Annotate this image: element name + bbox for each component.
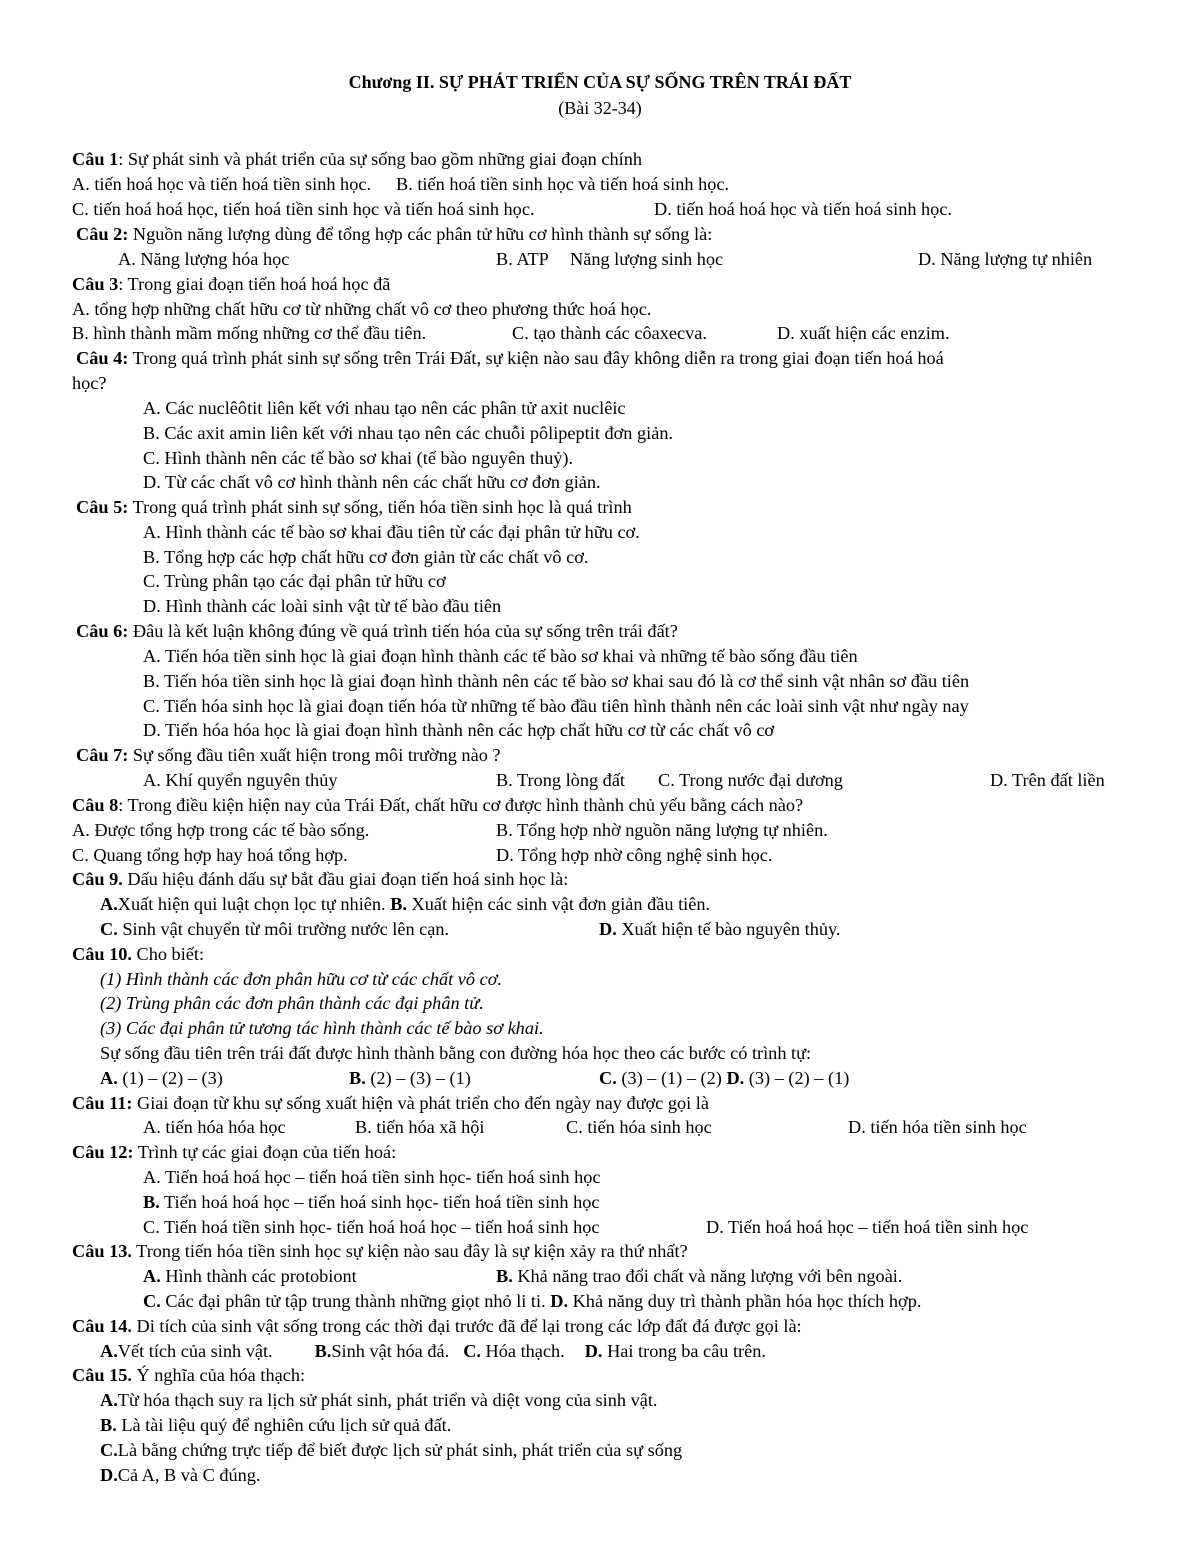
question-2-option-b: B. ATP <box>496 249 549 269</box>
question-5-stem <box>76 495 632 519</box>
question-8-option-d: D. Tổng hợp nhờ công nghệ sinh học. <box>496 845 773 865</box>
option-label: B. <box>496 1266 513 1286</box>
question-14-option-b: Sinh vật hóa đá. <box>331 1341 450 1361</box>
question-15-option-d-line <box>100 1463 260 1487</box>
question-label: Câu 9. <box>72 869 123 889</box>
question-3-option-b: B. hình thành mầm mống những cơ thể đầu tiên. <box>72 323 427 343</box>
option-label: A. <box>100 894 118 914</box>
question-14-option-a: Vết tích của sinh vật. <box>117 1341 273 1361</box>
question-12-option-a: A. Tiến hoá hoá học – tiến hoá tiền sinh học- tiến hoá sinh học <box>143 1167 601 1187</box>
question-text: Trong quá trình phát sinh sự sống trên Trái Đất, sự kiện nào sau đây không diễn ra trong giai đoạn tiến hoá hoá <box>128 348 944 368</box>
question-10-stem <box>72 942 204 966</box>
question-15-option-c: Là bằng chứng trực tiếp để biết được lịch sử phát sinh, phát triển của sự sống <box>117 1440 683 1460</box>
question-label: Câu 3 <box>72 274 119 294</box>
question-5-option-c: C. Trùng phân tạo các đại phân tử hữu cơ <box>143 571 446 591</box>
option-label: C. <box>143 1291 161 1311</box>
question-8-option-a: A. Được tổng hợp trong các tế bào sống. <box>72 820 370 840</box>
question-text: Sự sống đầu tiên xuất hiện trong môi trường nào ? <box>128 745 501 765</box>
question-label: Câu 15. <box>72 1365 132 1385</box>
question-13-option-d: Khả năng duy trì thành phần hóa học thích hợp. <box>568 1291 922 1311</box>
question-12-option-b-line <box>143 1190 599 1214</box>
question-14-stem <box>72 1314 802 1338</box>
question-13-option-c: Các đại phân tử tập trung thành những giọt nhỏ li ti. <box>160 1291 546 1311</box>
question-label: Câu 10. <box>72 944 132 964</box>
question-3-option-d: D. xuất hiện các enzim. <box>777 323 950 343</box>
question-9-option-c-line <box>100 917 449 941</box>
question-13-option-b-line <box>496 1264 902 1288</box>
question-4-stem <box>76 346 944 370</box>
question-label: Câu 2: <box>76 224 129 244</box>
question-15-option-b-line <box>100 1413 451 1437</box>
question-9-option-b: Xuất hiện các sinh vật đơn giản đầu tiên. <box>406 894 711 914</box>
option-label: A. <box>143 1266 161 1286</box>
option-label: C. <box>599 1068 617 1088</box>
option-label: B. <box>349 1068 366 1088</box>
question-2-stem <box>76 222 712 246</box>
question-label: Câu 5: <box>76 497 129 517</box>
question-6-option-d: D. Tiến hóa hóa học là giai đoạn hình thành nên các hợp chất hữu cơ từ các chất vô cơ <box>143 720 775 740</box>
question-text: Trong tiến hóa tiền sinh học sự kiện nào sau đây là sự kiện xảy ra thứ nhất? <box>131 1241 688 1261</box>
option-label: A. <box>100 1390 118 1410</box>
option-label: D. <box>726 1068 745 1088</box>
question-9-option-a: Xuất hiện qui luật chọn lọc tự nhiên. <box>117 894 386 914</box>
question-6-stem <box>76 619 678 643</box>
page-subtitle: (Bài 32-34) <box>558 98 642 118</box>
question-3-option-a: A. tổng hợp những chất hữu cơ từ những chất vô cơ theo phương thức hoá học. <box>72 299 652 319</box>
option-label: C. <box>100 1440 118 1460</box>
question-8-stem <box>72 793 803 817</box>
question-text: Di tích của sinh vật sống trong các thời đại trước đã để lại trong các lớp đất đá được gọi là: <box>131 1316 802 1336</box>
question-label: Câu 14. <box>72 1316 132 1336</box>
option-label: D. <box>584 1341 603 1361</box>
question-label: Câu 8 <box>72 795 119 815</box>
question-text: Nguồn năng lượng dùng để tổng hợp các phân tử hữu cơ hình thành sự sống là: <box>128 224 713 244</box>
question-14-option-d: Hai trong ba câu trên. <box>602 1341 766 1361</box>
question-label: Câu 12: <box>72 1142 134 1162</box>
question-12-option-c: C. Tiến hoá tiền sinh học- tiến hoá hoá học – tiến hoá sinh học <box>143 1217 600 1237</box>
question-7-option-c: C. Trong nước đại dương <box>658 770 843 790</box>
question-3-option-c: C. tạo thành các côaxecva. <box>512 323 707 343</box>
question-text: Trình tự các giai đoạn của tiến hoá: <box>133 1142 397 1162</box>
question-text: : Trong điều kiện hiện nay của Trái Đất, chất hữu cơ được hình thành chủ yếu bằng cách nào? <box>118 795 804 815</box>
question-10-statement-2: (2) Trùng phân các đơn phân thành các đại phân tử. <box>100 993 484 1013</box>
question-9-stem <box>72 867 568 891</box>
question-11-option-c: C. tiến hóa sinh học <box>566 1117 712 1137</box>
question-text: : Sự phát sinh và phát triển của sự sống bao gồm những giai đoạn chính <box>118 149 642 169</box>
question-8-option-b: B. Tổng hợp nhờ nguồn năng lượng tự nhiên. <box>496 820 828 840</box>
question-4-option-b: B. Các axit amin liên kết với nhau tạo nên các chuỗi pôlipeptit đơn giản. <box>143 423 674 443</box>
question-4-option-d: D. Từ các chất vô cơ hình thành nên các chất hữu cơ đơn giản. <box>143 472 601 492</box>
question-9-option-d-line <box>599 917 841 941</box>
option-label: A. <box>100 1341 118 1361</box>
question-10-option-cd-line <box>599 1066 849 1090</box>
question-13-options-cd <box>143 1289 921 1313</box>
question-9-option-c: Sinh vật chuyển từ môi trường nước lên cạn. <box>117 919 450 939</box>
question-9-options-ab <box>100 892 710 916</box>
question-6-option-b: B. Tiến hóa tiền sinh học là giai đoạn hình thành nên các tế bào sơ khai sau đó là cơ thể sinh vật nhân sơ đầu tiên <box>143 671 970 691</box>
option-label: B. <box>314 1341 332 1361</box>
question-5-option-d: D. Hình thành các loài sinh vật từ tế bào đầu tiên <box>143 596 502 616</box>
question-10-option-b-line <box>349 1066 471 1090</box>
question-5-option-b: B. Tổng hợp các hợp chất hữu cơ đơn giản từ các chất vô cơ. <box>143 547 589 567</box>
question-13-stem <box>72 1239 688 1263</box>
question-12-option-b: Tiến hoá hoá học – tiến hoá sinh học- tiến hoá tiền sinh học <box>159 1192 600 1212</box>
question-4-option-c: C. Hình thành nên các tế bào sơ khai (tế bào nguyên thuỷ). <box>143 448 574 468</box>
question-10-statement-1: (1) Hình thành các đơn phân hữu cơ từ các chất vô cơ. <box>100 969 503 989</box>
question-label: Câu 11: <box>72 1093 133 1113</box>
question-10-statement-3: (3) Các đại phân tử tương tác hình thành các tế bào sơ khai. <box>100 1018 544 1038</box>
question-text: Cho biết: <box>131 944 205 964</box>
question-13-option-b: Khả năng trao đổi chất và năng lượng với bên ngoài. <box>512 1266 903 1286</box>
question-text: Giai đoạn từ khu sự sống xuất hiện và phát triển cho đến ngày nay được gọi là <box>132 1093 709 1113</box>
question-10-option-a: (1) – (2) – (3) <box>117 1068 223 1088</box>
question-15-stem <box>72 1363 305 1387</box>
question-6-option-a: A. Tiến hóa tiền sinh học là giai đoạn hình thành các tế bào sơ khai và những tế bào sống đầu tiên <box>143 646 858 666</box>
question-12-option-d: D. Tiến hoá hoá học – tiến hoá tiền sinh học <box>706 1217 1029 1237</box>
question-text: Ý nghĩa của hóa thạch: <box>131 1365 306 1385</box>
question-text: Đâu là kết luận không đúng về quá trình tiến hóa của sự sống trên trái đất? <box>128 621 678 641</box>
question-7-option-b: B. Trong lòng đất <box>496 770 626 790</box>
question-11-stem <box>72 1091 709 1115</box>
question-14-options <box>100 1339 766 1363</box>
question-6-option-c: C. Tiến hóa sinh học là giai đoạn tiến hóa từ những tế bào đầu tiên hình thành nên các loài sinh vật như ngày nay <box>143 696 969 716</box>
question-8-option-c: C. Quang tổng hợp hay hoá tổng hợp. <box>72 845 348 865</box>
question-label: Câu 6: <box>76 621 129 641</box>
question-11-option-d: D. tiến hóa tiền sinh học <box>848 1117 1027 1137</box>
question-15-option-d: Cả A, B và C đúng. <box>117 1465 261 1485</box>
question-7-option-d: D. Trên đất liền <box>990 770 1105 790</box>
question-3-stem <box>72 272 390 296</box>
question-label: Câu 1 <box>72 149 119 169</box>
question-15-option-b: Là tài liệu quý để nghiên cứu lịch sử quả đất. <box>116 1415 452 1435</box>
option-label: C. <box>100 919 118 939</box>
question-15-option-a-line <box>100 1388 657 1412</box>
question-4-option-a: A. Các nuclêôtit liên kết với nhau tạo nên các phân tử axit nuclêic <box>143 398 626 418</box>
option-label: D. <box>550 1291 569 1311</box>
question-11-option-a: A. tiến hóa hóa học <box>143 1117 286 1137</box>
option-label: C. <box>463 1341 481 1361</box>
question-1-option-a: A. tiến hoá học và tiến hoá tiền sinh học. <box>72 174 372 194</box>
page-title: Chương II. SỰ PHÁT TRIỂN CỦA SỰ SỐNG TRÊN TRÁI ĐẤT <box>348 72 852 92</box>
question-1-stem <box>72 147 642 171</box>
option-label: B. <box>143 1192 160 1212</box>
question-10-question: Sự sống đầu tiên trên trái đất được hình thành bằng con đường hóa học theo các bước có trình tự: <box>100 1043 812 1063</box>
question-label: Câu 4: <box>76 348 129 368</box>
question-label: Câu 7: <box>76 745 129 765</box>
question-13-option-a: Hình thành các protobiont <box>160 1266 357 1286</box>
question-7-stem <box>76 743 501 767</box>
question-1-option-d: D. tiến hoá hoá học và tiến hoá sinh học. <box>654 199 953 219</box>
option-label: B. <box>100 1415 117 1435</box>
question-text: Trong quá trình phát sinh sự sống, tiến hóa tiền sinh học là quá trình <box>128 497 632 517</box>
question-text: : Trong giai đoạn tiến hoá hoá học đã <box>118 274 391 294</box>
question-13-option-a-line <box>143 1264 357 1288</box>
question-15-option-c-line <box>100 1438 682 1462</box>
question-9-option-d: Xuất hiện tế bào nguyên thủy. <box>616 919 841 939</box>
option-label: D. <box>599 919 617 939</box>
question-2-option-a: A. Năng lượng hóa học <box>118 249 290 269</box>
question-1-option-b: B. tiến hoá tiền sinh học và tiến hoá sinh học. <box>396 174 730 194</box>
option-label: D. <box>100 1465 118 1485</box>
question-11-option-b: B. tiến hóa xã hội <box>355 1117 485 1137</box>
question-1-option-c: C. tiến hoá hoá học, tiến hoá tiền sinh học và tiến hoá sinh học. <box>72 199 535 219</box>
question-10-option-b: (2) – (3) – (1) <box>365 1068 471 1088</box>
question-7-option-a: A. Khí quyển nguyên thủy <box>143 770 338 790</box>
question-2-option-c: Năng lượng sinh học <box>570 249 724 269</box>
question-10-option-d: (3) – (2) – (1) <box>744 1068 850 1088</box>
question-5-option-a: A. Hình thành các tế bào sơ khai đầu tiên từ các đại phân tử hữu cơ. <box>143 522 640 542</box>
option-label: B. <box>390 894 407 914</box>
question-label: Câu 13. <box>72 1241 132 1261</box>
question-4-stem-cont: học? <box>72 373 107 393</box>
question-text: Dấu hiệu đánh dấu sự bắt đầu giai đoạn tiến hoá sinh học là: <box>122 869 569 889</box>
question-10-option-c: (3) – (1) – (2) <box>616 1068 722 1088</box>
option-label: A. <box>100 1068 118 1088</box>
question-2-option-d: D. Năng lượng tự nhiên <box>918 249 1093 269</box>
question-15-option-a: Từ hóa thạch suy ra lịch sử phát sinh, phát triển và diệt vong của sinh vật. <box>117 1390 658 1410</box>
question-14-option-c: Hóa thạch. <box>480 1341 565 1361</box>
question-10-option-a-line <box>100 1066 223 1090</box>
question-12-stem <box>72 1140 396 1164</box>
